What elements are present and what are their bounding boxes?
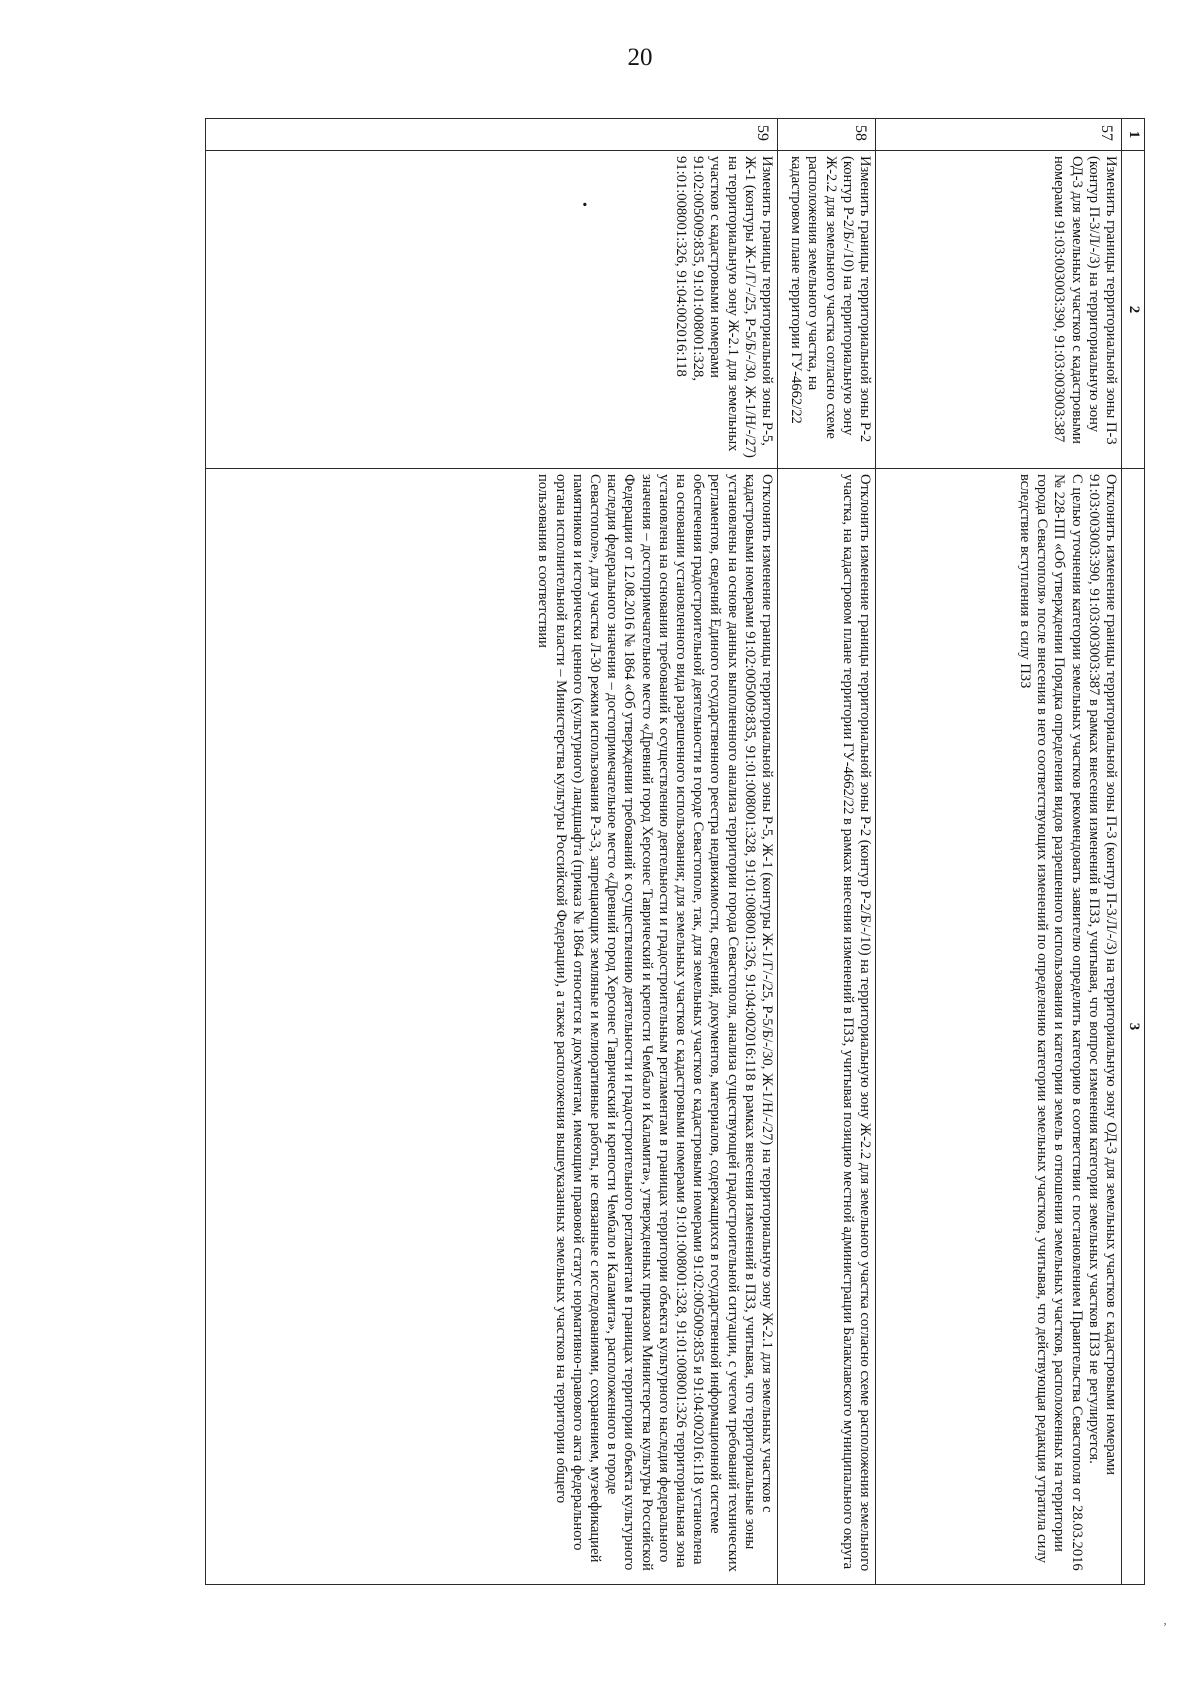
decision-paragraph: Отклонить изменение границы территориальной зоны Р-5, Ж-1 (контуры Ж-1/Г/-/25, Р-5/Б/-/30, Ж-1/Н/-/27) на территориальную зону Ж-2.1 для земельных участков с кадастровыми номерами 91:02:005009:835, 91:01:008001:328, 91:01:008001:326, 91:04:002016:118 в рамках внесения изменений в ПЗЗ, учитывая, что территориальные зоны установлены на основе данных выполненного анализа территории города Севастополя, анализа существующей градостроительной ситуации, с учетом требований технических регламентов, сведений Единого государственного реестра недвижимости, сведений, документов, материалов, содержащихся в государственной информационной системе обеспечения градостроительной деятельности в городе Севастополе, так, для земельных участков с кадастровыми номерами 91:02:005009:835 и 91:04:002016:118 установлена на основании установленного вида разрешенного использования; для земельных участков с кадастровыми номерами 91:01:008001:328, 91:01:008001:326 территориальная зона установлена на основании требований к осуществлению деятельности и градостроительным регламентам в границах территории объекта культурного наследия федерального значения – достопримечательное место «Древний город Херсонес Таврический и крепости Чембало и Каламита», утвержденных приказом Министерства культуры Российской Федерации от 12.08.2016 № 1864 «Об утверждении требований к осуществлению деятельности и градостроительного регламентам в границах территории объекта культурного наследия федерального значения – достопримечательное место «Древний город Херсонес Таврический и крепости Чембало и Каламита», расположенного в городе Севастополе», для участка Л-30 режим использования Р-3-3, запрещающих земляные и мелиоративные работы, не связанные с исследованиями, сохранением, музеефикацией памятников и исторически ценного (культурного) ландшафта (приказ № 1864 относится к документам, имеющим правовой статус нормативно-правового акта федерального органа исполнительной власти – Министерства культуры Российской Федерации), а также расположения вышеуказанных земельных участков на территории общего пользования в соответствии bbox=[535, 474, 775, 1572]
row-number: 58 bbox=[778, 119, 876, 151]
header-col-1: 1 bbox=[1122, 119, 1145, 151]
decision-paragraph: С целью уточнения категории земельных участков рекомендовать заявителю определить категорию в соответствии с постановлением Правительства Севастополя от 28.03.2016 № 228-ПП «Об утверждении Порядка определения видов разрешенного использования и категории земель в отношении земельных участков, расположенных на территории города Севастополя» после внесения в него соответствующих изменений по определению категории земельных участков, учитывая, что действующая редакция утратила силу вследствие вступления в силу ПЗЗ bbox=[1016, 474, 1085, 1571]
rotated-table-container bbox=[205, 118, 1145, 1584]
request-cell: Изменить границы территориальной зоны П-3 (контур П-3/Л/-/3) на территориальную зону ОД-3 для земельных участков с кадастровыми номерами 91:03:003003:390, 91:03:003003:387 bbox=[876, 151, 1122, 469]
bullet-mark: • bbox=[575, 202, 591, 207]
decision-cell bbox=[206, 469, 778, 1585]
header-col-2: 2 bbox=[1122, 151, 1145, 469]
table-header-row bbox=[1122, 119, 1145, 1585]
decision-paragraph: Отклонить изменение границы территориальной зоны Р-2 (контур Р-2/Б/-/10) на территориальную зону Ж-2.2 для земельного участка согласно схеме расположения земельного участка, на кадастровом плане территории ГУ-4662/22 в рамках внесения изменений в ПЗЗ, учитывая позицию местной администрации Балаклавского муниципального округа bbox=[839, 474, 873, 1572]
decision-cell bbox=[778, 469, 876, 1585]
request-cell bbox=[206, 151, 778, 469]
header-col-3: 3 bbox=[1122, 469, 1145, 1585]
decision-cell bbox=[876, 469, 1122, 1585]
request-cell: Изменить границы территориальной зоны Р-2 (контур Р-2/Б/-/10) на территориальную зону Ж-2.2 для земельного участка согласно схеме расположения земельного участка, на кадастровом плане территории ГУ-4662/22 bbox=[778, 151, 876, 469]
scan-mark: ʼ bbox=[1163, 1620, 1167, 1634]
table-row bbox=[876, 119, 1122, 1585]
decision-paragraph: Отклонить изменение границы территориальной зоны П-3 (контур П-3/Л/-/3) на территориальную зону ОД-3 для земельных участков с кадастровыми номерами 91:03:003003:390, 91:03:003003:387 в рамках внесения изменений в ПЗЗ, учитывая, что вопрос изменения категории земельных участков ПЗЗ не регулируется. bbox=[1085, 474, 1119, 1476]
table-row bbox=[778, 119, 876, 1585]
table-row bbox=[206, 119, 778, 1585]
request-text: Изменить границы территориальной зоны Р-5, Ж-1 (контуры Ж-1/Г/-/25, Р-5/Б/-/30, Ж-1/Н/-/27) на территориальную зону Ж-2.1 для земельных участков с кадастровыми номерами 91:02:005009:835, 91:01:008001:328, 91:01:008001:326, 91:04:002016:118 bbox=[672, 156, 775, 458]
row-number: 57 bbox=[876, 119, 1122, 151]
page-number: 20 bbox=[627, 44, 653, 71]
row-number: 59 bbox=[206, 119, 778, 151]
decision-table bbox=[205, 118, 1145, 1585]
